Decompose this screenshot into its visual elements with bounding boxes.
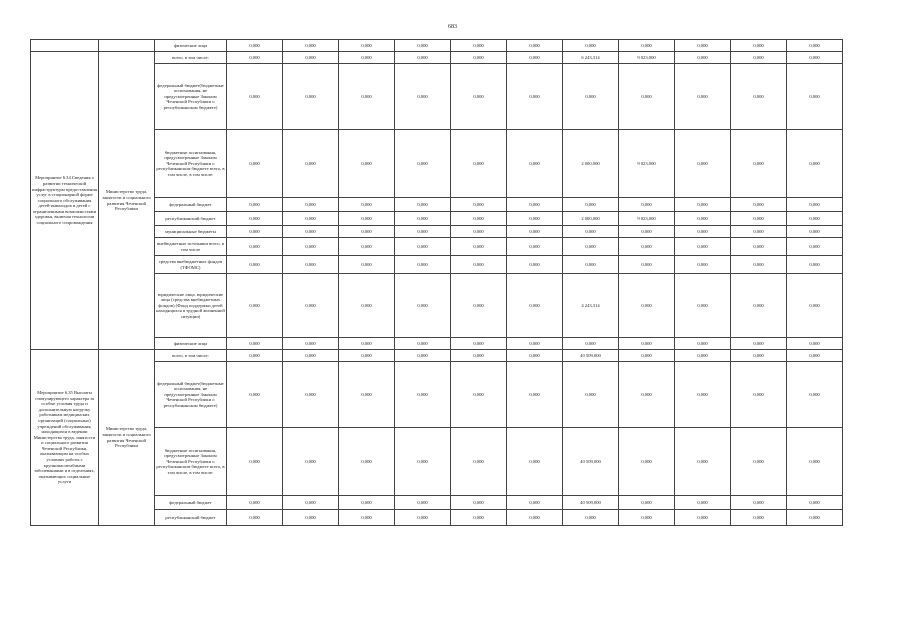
value-cell: 0,000 — [675, 212, 731, 226]
value-cell: 0,000 — [787, 428, 843, 496]
executor-cell-empty — [99, 40, 155, 52]
value-cell: 0,000 — [339, 350, 395, 362]
value-cell: 0,000 — [395, 510, 451, 526]
value-cell: 0,000 — [787, 350, 843, 362]
value-cell: 0,000 — [227, 428, 283, 496]
value-cell: 0,000 — [731, 212, 787, 226]
value-cell: 0,000 — [619, 350, 675, 362]
value-cell: 0,000 — [675, 64, 731, 130]
value-cell: 0,000 — [395, 428, 451, 496]
measure-cell: Мероприятие 6.35 Выплаты стимулирующего характера за особые условия труда и дополнительную нагрузку работникам медицинских организаций (социальных) учреждений обслуживания, находящихся в ведении Министерства труда, занятости и социального развития Чеченской Республики, оказывающим на особых условиях работы с крупномасштабными заболеваниями и в отделениях, оказывающих социальные услуги — [31, 350, 99, 526]
value-cell: 0,000 — [451, 362, 507, 428]
value-cell: 0,000 — [339, 274, 395, 338]
row-label: муниципальные бюджеты — [155, 226, 227, 238]
value-cell: 0,000 — [451, 256, 507, 274]
value-cell: 0,000 — [731, 496, 787, 510]
value-cell: 0,000 — [283, 40, 339, 52]
value-cell: 0,000 — [675, 198, 731, 212]
value-cell: 0,000 — [339, 198, 395, 212]
value-cell: 0,000 — [227, 130, 283, 198]
value-cell: 0,000 — [395, 274, 451, 338]
value-cell: 0,000 — [675, 226, 731, 238]
value-cell: 0,000 — [451, 212, 507, 226]
page-bottom-cutoff — [30, 580, 842, 640]
value-cell: 0,000 — [339, 362, 395, 428]
value-cell: 0,000 — [731, 226, 787, 238]
value-cell: 0,000 — [283, 64, 339, 130]
value-cell: 0,000 — [283, 428, 339, 496]
value-cell: 0,000 — [619, 362, 675, 428]
value-cell: 0,000 — [731, 428, 787, 496]
value-cell: 0,000 — [339, 226, 395, 238]
value-cell: 0,000 — [395, 256, 451, 274]
value-cell: 0,000 — [675, 40, 731, 52]
value-cell: 0,000 — [451, 198, 507, 212]
row-label: федеральный бюджет — [155, 198, 227, 212]
value-cell: 9 023,000 — [619, 52, 675, 64]
measure-cell: Мероприятие 6.34 Сведения о развитии технической инфраструктуры предоставления услуг в стационарной форме социального обслуживания детей-инвалидов и детей с ограниченными возможностями здоровья, включая технологии социального сопровождения — [31, 52, 99, 350]
value-cell: 0,000 — [451, 52, 507, 64]
value-cell: 0,000 — [787, 226, 843, 238]
row-label: федеральный бюджет — [155, 496, 227, 510]
value-cell: 0,000 — [507, 40, 563, 52]
value-cell: 0,000 — [395, 350, 451, 362]
value-cell: 0,000 — [675, 428, 731, 496]
value-cell: 0,000 — [451, 226, 507, 238]
table-row — [31, 40, 843, 52]
value-cell: 0,000 — [395, 64, 451, 130]
value-cell: 0,000 — [787, 338, 843, 350]
row-label: физические лица — [155, 338, 227, 350]
value-cell: 0,000 — [395, 40, 451, 52]
value-cell: 0,000 — [563, 256, 619, 274]
value-cell: 0,000 — [619, 198, 675, 212]
value-cell: 0,000 — [395, 52, 451, 64]
value-cell: 0,000 — [563, 362, 619, 428]
value-cell: 0,000 — [395, 198, 451, 212]
value-cell: 0,000 — [787, 274, 843, 338]
value-cell: 0,000 — [227, 198, 283, 212]
value-cell: 0,000 — [395, 226, 451, 238]
value-cell: 0,000 — [563, 510, 619, 526]
value-cell: 0,000 — [563, 40, 619, 52]
value-cell: 0,000 — [787, 238, 843, 256]
value-cell: 0,000 — [619, 238, 675, 256]
budget-table — [30, 39, 843, 526]
row-label: всего, в том числе: — [155, 52, 227, 64]
value-cell: 0,000 — [787, 510, 843, 526]
value-cell: 0,000 — [507, 212, 563, 226]
value-cell: 0,000 — [451, 238, 507, 256]
value-cell: 0,000 — [283, 350, 339, 362]
value-cell: 0,000 — [283, 238, 339, 256]
row-label: федеральный бюджет(бюджетные ассигнования, не предусмотренные Законом Чеченской Республики о республиканском бюджете) — [155, 362, 227, 428]
value-cell: 0,000 — [507, 256, 563, 274]
value-cell: 0,000 — [675, 496, 731, 510]
value-cell: 0,000 — [339, 40, 395, 52]
page-number: 683 — [448, 24, 457, 30]
value-cell: 0,000 — [787, 130, 843, 198]
value-cell: 0,000 — [563, 238, 619, 256]
value-cell: 0,000 — [507, 130, 563, 198]
value-cell: 0,000 — [619, 40, 675, 52]
value-cell: 0,000 — [395, 212, 451, 226]
value-cell: 0,000 — [283, 130, 339, 198]
value-cell: 0,000 — [283, 274, 339, 338]
value-cell: 0,000 — [787, 52, 843, 64]
value-cell: 0,000 — [507, 362, 563, 428]
value-cell: 0,000 — [339, 64, 395, 130]
value-cell: 0,000 — [675, 52, 731, 64]
value-cell: 0,000 — [675, 274, 731, 338]
value-cell: 0,000 — [787, 362, 843, 428]
value-cell: 0,000 — [339, 52, 395, 64]
value-cell: 0,000 — [451, 130, 507, 198]
value-cell: 0,000 — [619, 428, 675, 496]
value-cell: 0,000 — [227, 256, 283, 274]
value-cell: 0,000 — [283, 362, 339, 428]
row-label: республиканский бюджет — [155, 510, 227, 526]
row-label: республиканский бюджет — [155, 212, 227, 226]
value-cell: 0,000 — [675, 238, 731, 256]
value-cell: 0,000 — [563, 198, 619, 212]
value-cell: 0,000 — [507, 274, 563, 338]
value-cell: 0,000 — [507, 64, 563, 130]
value-cell: 0,000 — [619, 256, 675, 274]
value-cell: 9 023,000 — [619, 212, 675, 226]
value-cell: 4 243,314 — [563, 274, 619, 338]
value-cell: 0,000 — [451, 510, 507, 526]
value-cell: 0,000 — [619, 226, 675, 238]
value-cell: 0,000 — [787, 496, 843, 510]
value-cell: 0,000 — [451, 350, 507, 362]
value-cell: 0,000 — [227, 238, 283, 256]
executor-cell: Министерство труда, занятости и социального развития Чеченской Республики — [99, 350, 155, 526]
value-cell: 0,000 — [507, 52, 563, 64]
value-cell: 0,000 — [507, 428, 563, 496]
value-cell: 0,000 — [731, 510, 787, 526]
value-cell: 0,000 — [451, 496, 507, 510]
value-cell: 0,000 — [787, 212, 843, 226]
value-cell: 0,000 — [339, 428, 395, 496]
value-cell: 9 023,000 — [619, 130, 675, 198]
value-cell: 0,000 — [675, 256, 731, 274]
value-cell: 0,000 — [227, 226, 283, 238]
value-cell: 0,000 — [227, 274, 283, 338]
value-cell: 0,000 — [731, 350, 787, 362]
row-label: бюджетные ассигнования, предусмотренные Законом Чеченской Республики о республиканском бюджете всего, в том числе, в том числе: — [155, 130, 227, 198]
value-cell: 0,000 — [227, 350, 283, 362]
value-cell: 0,000 — [283, 338, 339, 350]
row-label: средства внебюджетных фондов (ТФОМС) — [155, 256, 227, 274]
value-cell: 0,000 — [731, 238, 787, 256]
value-cell: 0,000 — [227, 362, 283, 428]
value-cell: 0,000 — [507, 198, 563, 212]
value-cell: 40 509,000 — [563, 496, 619, 510]
value-cell: 0,000 — [395, 338, 451, 350]
value-cell: 0,000 — [283, 496, 339, 510]
value-cell: 0,000 — [563, 226, 619, 238]
value-cell: 0,000 — [451, 338, 507, 350]
row-label: внебюджетные источники всего, в том числе — [155, 238, 227, 256]
value-cell: 0,000 — [731, 198, 787, 212]
value-cell: 0,000 — [731, 52, 787, 64]
value-cell: 0,000 — [675, 130, 731, 198]
value-cell: 0,000 — [619, 510, 675, 526]
row-label: бюджетные ассигнования, предусмотренные Законом Чеченской Республики о республиканском бюджете всего, в том числе, в том числе: — [155, 428, 227, 496]
value-cell: 0,000 — [787, 256, 843, 274]
value-cell: 0,000 — [787, 40, 843, 52]
executor-cell: Министерство труда, занятости и социального развития Чеченской Республики — [99, 52, 155, 350]
value-cell: 0,000 — [395, 496, 451, 510]
row-label: юридические лица, юридические лица (средства внебюджетных фондов) (Фонд поддержки детей находящихся в трудной жизненной ситуации) — [155, 274, 227, 338]
value-cell: 0,000 — [339, 338, 395, 350]
measure-cell-empty — [31, 40, 99, 52]
value-cell: 0,000 — [731, 40, 787, 52]
value-cell: 0,000 — [507, 226, 563, 238]
value-cell: 0,000 — [563, 338, 619, 350]
value-cell: 0,000 — [227, 496, 283, 510]
value-cell: 0,000 — [619, 274, 675, 338]
value-cell: 0,000 — [675, 338, 731, 350]
value-cell: 0,000 — [283, 212, 339, 226]
row-label: федеральный бюджет(бюджетные ассигнования, не предусмотренные Законом Чеченской Республики о республиканском бюджете) — [155, 64, 227, 130]
value-cell: 0,000 — [731, 338, 787, 350]
value-cell: 0,000 — [283, 226, 339, 238]
value-cell: 0,000 — [395, 362, 451, 428]
value-cell: 0,000 — [451, 40, 507, 52]
value-cell: 0,000 — [451, 428, 507, 496]
value-cell: 0,000 — [507, 338, 563, 350]
value-cell: 6 243,314 — [563, 52, 619, 64]
value-cell: 0,000 — [731, 130, 787, 198]
value-cell: 0,000 — [227, 64, 283, 130]
row-label: всего, в том числе: — [155, 350, 227, 362]
value-cell: 0,000 — [675, 350, 731, 362]
value-cell: 0,000 — [339, 496, 395, 510]
value-cell: 0,000 — [227, 52, 283, 64]
value-cell: 0,000 — [451, 64, 507, 130]
value-cell: 0,000 — [227, 212, 283, 226]
value-cell: 0,000 — [339, 130, 395, 198]
value-cell: 0,000 — [283, 256, 339, 274]
value-cell: 0,000 — [283, 52, 339, 64]
value-cell: 0,000 — [563, 64, 619, 130]
value-cell: 0,000 — [339, 256, 395, 274]
value-cell: 0,000 — [227, 338, 283, 350]
value-cell: 0,000 — [507, 238, 563, 256]
value-cell: 0,000 — [451, 274, 507, 338]
value-cell: 0,000 — [283, 198, 339, 212]
value-cell: 2 000,000 — [563, 212, 619, 226]
value-cell: 0,000 — [731, 362, 787, 428]
value-cell: 0,000 — [339, 510, 395, 526]
value-cell: 40 509,000 — [563, 428, 619, 496]
value-cell: 0,000 — [283, 510, 339, 526]
value-cell: 0,000 — [675, 510, 731, 526]
value-cell: 2 000,000 — [563, 130, 619, 198]
value-cell: 0,000 — [507, 496, 563, 510]
value-cell: 0,000 — [395, 130, 451, 198]
value-cell: 40 509,000 — [563, 350, 619, 362]
value-cell: 0,000 — [731, 274, 787, 338]
value-cell: 0,000 — [787, 198, 843, 212]
value-cell: 0,000 — [675, 362, 731, 428]
value-cell: 0,000 — [395, 238, 451, 256]
value-cell: 0,000 — [507, 510, 563, 526]
table-row — [31, 350, 843, 362]
value-cell: 0,000 — [339, 238, 395, 256]
table-row — [31, 52, 843, 64]
value-cell: 0,000 — [227, 510, 283, 526]
row-label: физические лица — [155, 40, 227, 52]
value-cell: 0,000 — [619, 64, 675, 130]
value-cell: 0,000 — [619, 496, 675, 510]
value-cell: 0,000 — [507, 350, 563, 362]
value-cell: 0,000 — [227, 40, 283, 52]
value-cell: 0,000 — [787, 64, 843, 130]
value-cell: 0,000 — [339, 212, 395, 226]
value-cell: 0,000 — [619, 338, 675, 350]
value-cell: 0,000 — [731, 256, 787, 274]
value-cell: 0,000 — [731, 64, 787, 130]
